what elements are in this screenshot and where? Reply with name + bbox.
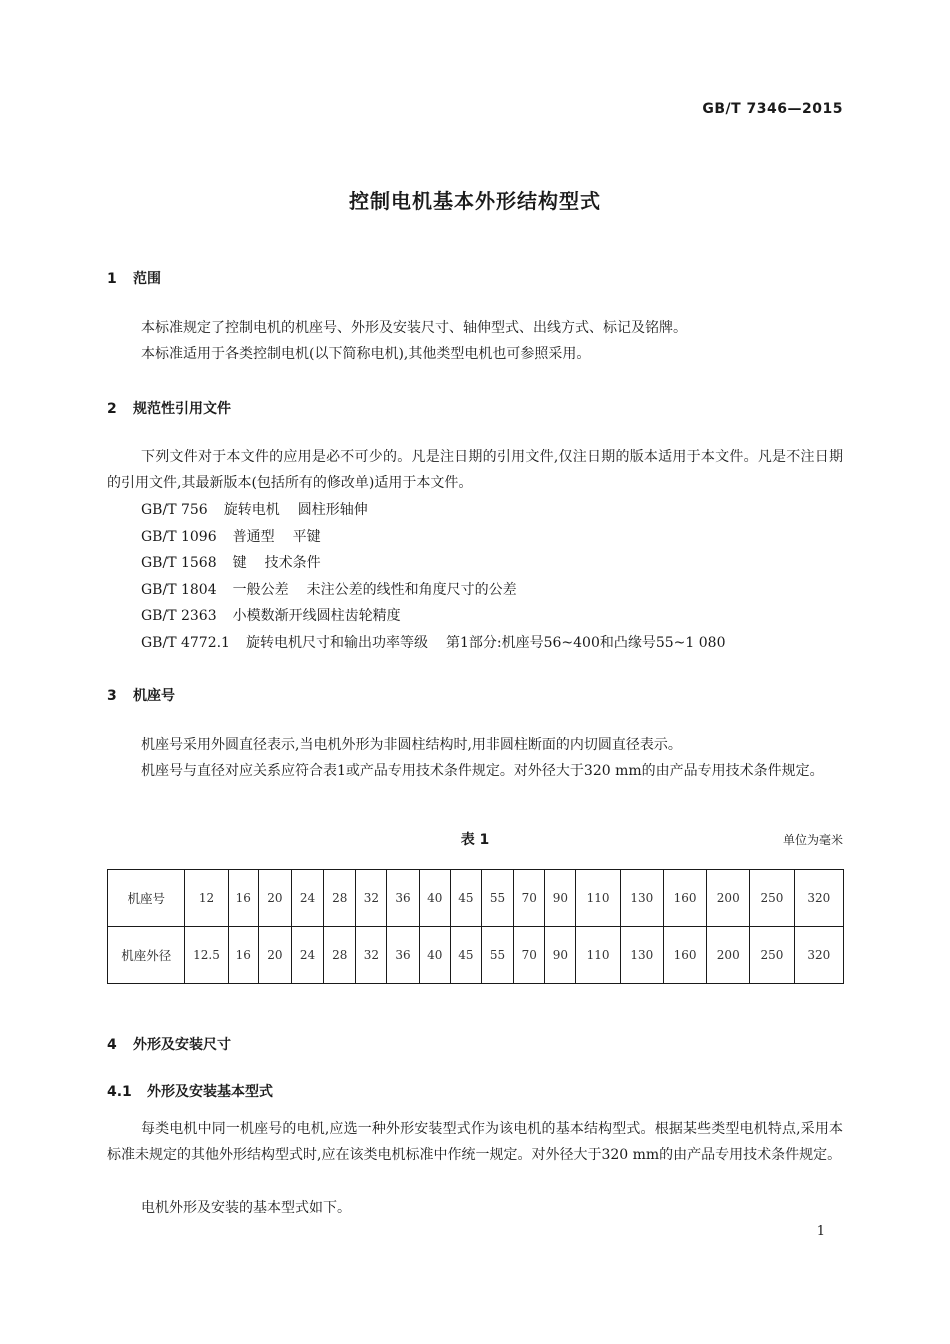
- paragraph: 下列文件对于本文件的应用是必不可少的。凡是注日期的引用文件,仅注日期的版本适用于本文件。凡是不注日期的引用文件,其最新版本(包括所有的修改单)适用于本文件。: [107, 449, 843, 491]
- reference-code: GB/T 1804: [141, 581, 217, 598]
- reference-code: GB/T 1096: [141, 528, 217, 545]
- table-cell: 32: [356, 927, 387, 984]
- reference-code: GB/T 2363: [141, 608, 217, 624]
- table-row: [108, 927, 844, 984]
- table-cell: 28: [324, 870, 356, 927]
- reference-item: [141, 497, 861, 524]
- reference-title: 未注公差的线性和角度尺寸的公差: [306, 581, 517, 598]
- table-cell: 24: [291, 927, 323, 984]
- table-cell: 36: [387, 927, 419, 984]
- reference-title: 普通型: [232, 528, 275, 545]
- section-number: 4: [107, 1037, 117, 1053]
- table-cell: 28: [324, 927, 356, 984]
- table-cell: 250: [750, 870, 794, 927]
- table-cell: 90: [545, 870, 576, 927]
- table-cell: 12.5: [185, 927, 228, 984]
- reference-title: 键: [232, 555, 247, 571]
- table-cell: 55: [481, 870, 513, 927]
- paragraph: 机座号采用外圆直径表示,当电机外形为非圆柱结构时,用非圆柱断面的内切圆直径表示。: [141, 737, 682, 753]
- reference-title: 第1部分:机座号56~400和凸缘号55~1 080: [445, 634, 726, 651]
- table-cell: 320: [794, 870, 843, 927]
- table-cell: 24: [291, 870, 323, 927]
- table-caption: 表 1: [460, 832, 490, 848]
- reference-title: 平键: [292, 528, 321, 545]
- paragraph: 机座号与直径对应关系应符合表1或产品专用技术条件规定。对外径大于320 mm的由产品专用技术条件规定。: [141, 763, 824, 779]
- table-cell: 40: [419, 927, 450, 984]
- table-unit: 单位为毫米: [782, 833, 843, 847]
- reference-item: [141, 524, 861, 551]
- table-cell: 45: [450, 870, 481, 927]
- reference-title: 圆柱形轴伸: [297, 502, 368, 518]
- paragraph: 本标准规定了控制电机的机座号、外形及安装尺寸、轴伸型式、出线方式、标记及铭牌。: [141, 320, 687, 336]
- table-cell: 250: [750, 927, 794, 984]
- reference-item: [141, 550, 861, 577]
- section-title: 机座号: [133, 688, 175, 704]
- paragraph: 电机外形及安装的基本型式如下。: [141, 1200, 351, 1216]
- section-heading-normative-references: [107, 398, 231, 418]
- section-title: 外形及安装尺寸: [133, 1037, 231, 1053]
- reference-title: 旋转电机尺寸和输出功率等级: [245, 634, 428, 651]
- table-cell: 130: [620, 870, 663, 927]
- section-number: 2: [107, 401, 117, 417]
- reference-list: [141, 497, 861, 656]
- section-title: 外形及安装基本型式: [147, 1084, 273, 1100]
- row-header: 机座号: [108, 870, 185, 927]
- table-cell: 110: [576, 927, 620, 984]
- section-title: 范围: [133, 271, 161, 287]
- row-header: 机座外径: [108, 927, 185, 984]
- table-cell: 12: [185, 870, 228, 927]
- section-number: 1: [107, 271, 117, 287]
- standard-code: GB/T 7346—2015: [702, 101, 843, 117]
- section-number: 4.1: [107, 1084, 132, 1100]
- table-cell: 45: [450, 927, 481, 984]
- table-cell: 70: [514, 927, 545, 984]
- frame-number-table: [107, 869, 844, 984]
- table-cell: 20: [258, 870, 291, 927]
- table-cell: 110: [576, 870, 620, 927]
- document-title: 控制电机基本外形结构型式: [349, 189, 601, 213]
- table-cell: 40: [419, 870, 450, 927]
- section-heading-frame-number: [107, 685, 175, 705]
- section-number: 3: [107, 688, 117, 704]
- section-heading-dimensions: [107, 1034, 231, 1054]
- section-title: 规范性引用文件: [133, 401, 231, 417]
- table-cell: 90: [545, 927, 576, 984]
- reference-item: [141, 577, 861, 604]
- table-row: [108, 870, 844, 927]
- table-cell: 130: [620, 927, 663, 984]
- reference-item: [141, 603, 861, 630]
- reference-code: GB/T 1568: [141, 555, 217, 571]
- reference-title: 技术条件: [264, 555, 321, 571]
- paragraph: 每类电机中同一机座号的电机,应选一种外形安装型式作为该电机的基本结构型式。根据某些类型电机特点,采用本标准未规定的其他外形结构型式时,应在该类电机标准中作统一规定。对外径大于320 mm的由产品专用技术条件规定。: [107, 1121, 843, 1163]
- table-cell: 55: [481, 927, 513, 984]
- table-cell: 160: [663, 870, 706, 927]
- reference-code: GB/T 756: [141, 502, 208, 518]
- table-cell: 32: [356, 870, 387, 927]
- paragraph: 本标准适用于各类控制电机(以下简称电机),其他类型电机也可参照采用。: [141, 346, 591, 362]
- reference-item: [141, 630, 861, 657]
- table-cell: 20: [258, 927, 291, 984]
- reference-title: 旋转电机: [223, 502, 280, 518]
- table-cell: 320: [794, 927, 843, 984]
- reference-title: 小模数渐开线圆柱齿轮精度: [232, 608, 401, 624]
- reference-code: GB/T 4772.1: [141, 634, 230, 651]
- table-cell: 160: [663, 927, 706, 984]
- section-heading-scope: [107, 268, 161, 288]
- table-cell: 16: [228, 870, 258, 927]
- table-cell: 200: [707, 927, 750, 984]
- table-cell: 36: [387, 870, 419, 927]
- reference-title: 一般公差: [232, 581, 289, 598]
- table-cell: 200: [707, 870, 750, 927]
- table-cell: 70: [514, 870, 545, 927]
- subsection-heading-basic-forms: [107, 1081, 273, 1101]
- page-number: 1: [816, 1224, 825, 1239]
- table-cell: 16: [228, 927, 258, 984]
